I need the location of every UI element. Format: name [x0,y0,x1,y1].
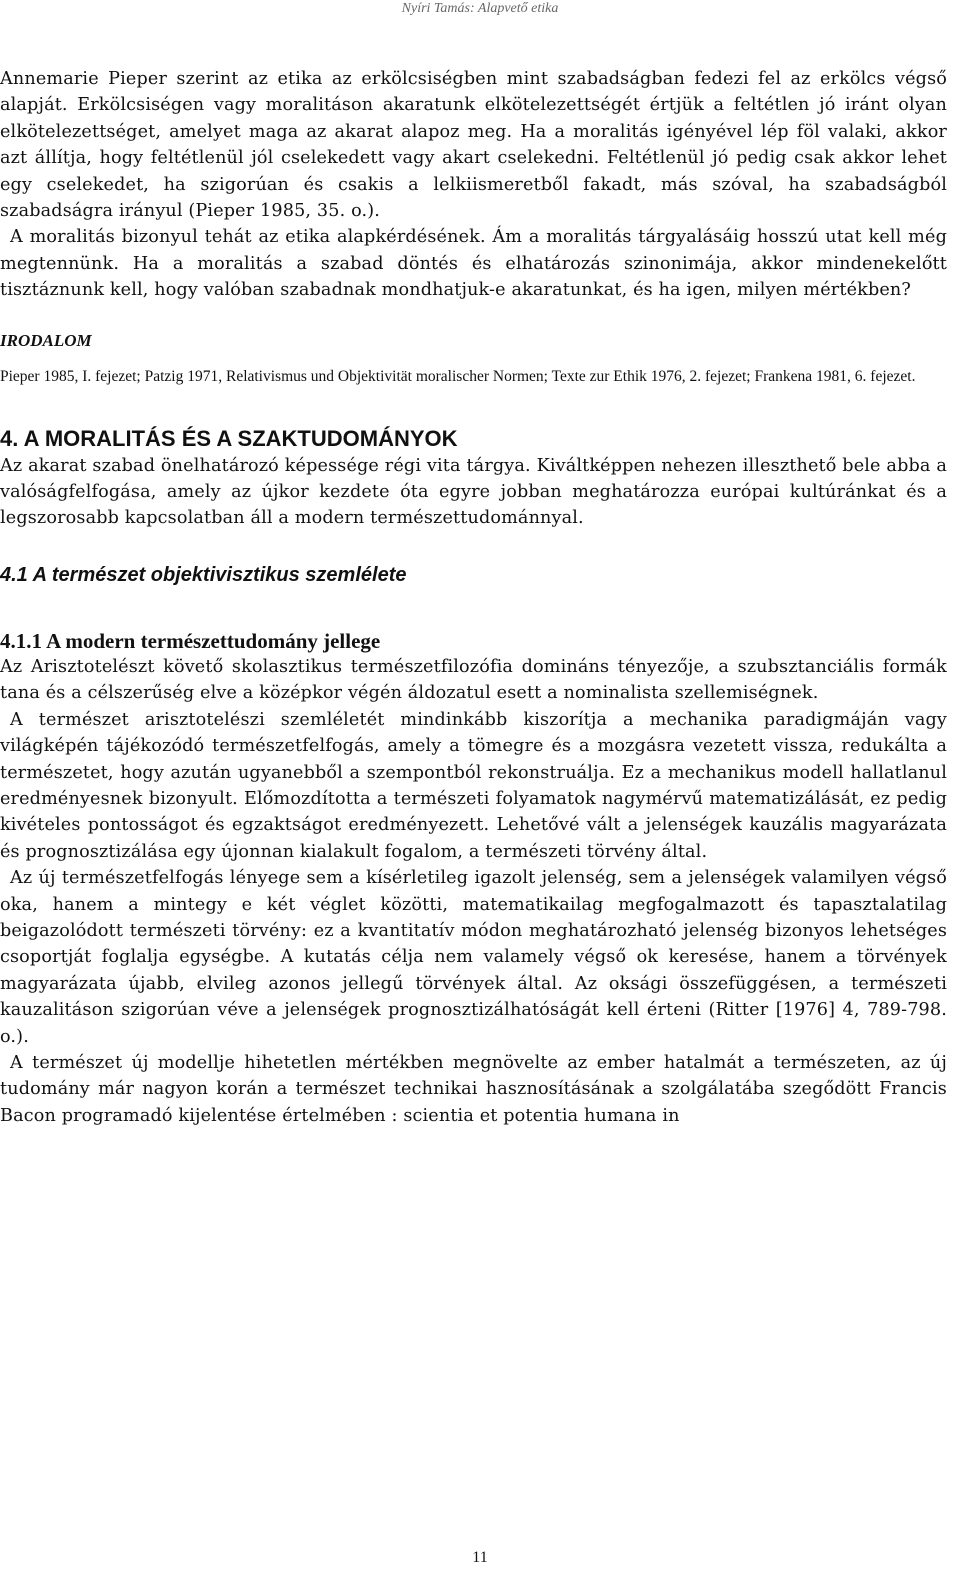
section-heading: 4.1 A természet objektivisztikus szemlélete [0,563,407,586]
paragraph-termeszeti-torveny: Az új természetfelfogás lényege sem a kísérletileg igazolt jelenség, sem a jelenségek valamilyen végső oka, hanem a mintegy e két véglet közötti, matematikailag megfogalmazott és tapasztalatilag beigazolódott természeti törvény: ez a kvantitatív módon meghatározható jelenség bizonyos lehetséges csoportját foglalja egységbe. A kutatás célja nem valamely végső ok keresése, hanem a törvények magyarázata újabb, elvileg azonos jellegű törvények által. Az oksági összefüggésen, a természeti kauzalitáson szigorúan véve a jelenségek prognosztizálhatóságát kell érteni (Ritter [1976] 4, 789-798. o.). [0,868,947,1047]
page-content [0,66,947,1129]
paragraph-skolasztikus: Az Arisztotelészt követő skolasztikus természetfilozófia domináns tényezője, a szubsztanciális formák tana és a célszerűség elve a középkor végén áldozatul esett a nominalista szellemiségnek. [0,656,947,704]
paragraph-bacon: A természet új modellje hihetetlen mértékben megnövelte az ember hatalmát a természeten, az új tudomány már nagyon korán a természet technikai hasznosításának a szolgálatába szegődött Francis Bacon programadó kijelentése értelmében : scientia et potentia humana in [0,1052,947,1126]
page-number: 11 [472,1549,488,1566]
chapter-intro-paragraph: Az akarat szabad önelhatározó képessége régi vita tárgya. Kiváltképpen nehezen illeszthető bele abba a valóságfelfogása, amely az újkor kezdete óta egyre jobban meghatározza európai kultúránkat és a legszorosabb kapcsolatban áll a modern természettudománnyal. [0,455,947,529]
paragraph-mechanika: A természet arisztotelészi szemléletét mindinkább kiszorítja a mechanika paradigmáján vagy világképén tájékozódó természetfelfogás, amely a tömegre és a mozgásra vezetett vissza, redukálta a természetet, hogy azután ugyanebből a szempontból rekonstruálja. Ez a mechanikus modell hallatlanul eredményesnek bizonyult. Előmozdította a természeti folyamatok nagymérvű matematizálását, ez pedig kivételes pontosságot és egzaktságot eredményezett. Lehetővé vált a jelenségek kauzális magyarázata és prognosztizálása egy újonnan kialakult fogalom, a természeti törvény által. [0,709,947,862]
paragraph-moralitas: A moralitás bizonyul tehát az etika alapkérdésének. Ám a moralitás tárgyalásáig hosszú utat kell még megtennünk. Ha a moralitás a szabad döntés és elhatározás szinonimája, akkor mindenekelőtt tisztáznunk kell, hogy valóban szabadnak mondhatjuk-e akaratunkat, és ha igen, milyen mértékben? [0,227,947,301]
literature-heading: IRODALOM [0,330,92,350]
paragraph-pieper: Annemarie Pieper szerint az etika az erkölcsiségben mint szabadságban fedezi fel az erkölcs végső alapját. Erkölcsiségen vagy moralitáson akaratunk elkötelezettségét értjük a feltétlen jó iránt olyan elkötelezettséget, amelyet maga az akarat alapoz meg. Ha a moralitás igényével lép föl valaki, akkor azt állítja, hogy feltétlenül jól cselekedett vagy akart cselekedni. Feltétlenül jó pedig csak akkor lehet egy cselekedet, ha szigorúan és csakis a lelkiismeretből fakadt, más szóval, ha szabadságból szabadságra irányul (Pieper 1985, 35. o.). [0,69,947,222]
running-header: Nyíri Tamás: Alapvető etika [401,1,559,16]
subsection-heading: 4.1.1 A modern természettudomány jellege [0,628,381,653]
chapter-heading: 4. A MORALITÁS ÉS A SZAKTUDOMÁNYOK [0,425,458,451]
literature-references: Pieper 1985, I. fejezet; Patzig 1971, Relativismus und Objektivität moralischer Normen; Texte zur Ethik 1976, 2. fejezet; Frankena 1981, 6. fejezet. [0,367,916,385]
